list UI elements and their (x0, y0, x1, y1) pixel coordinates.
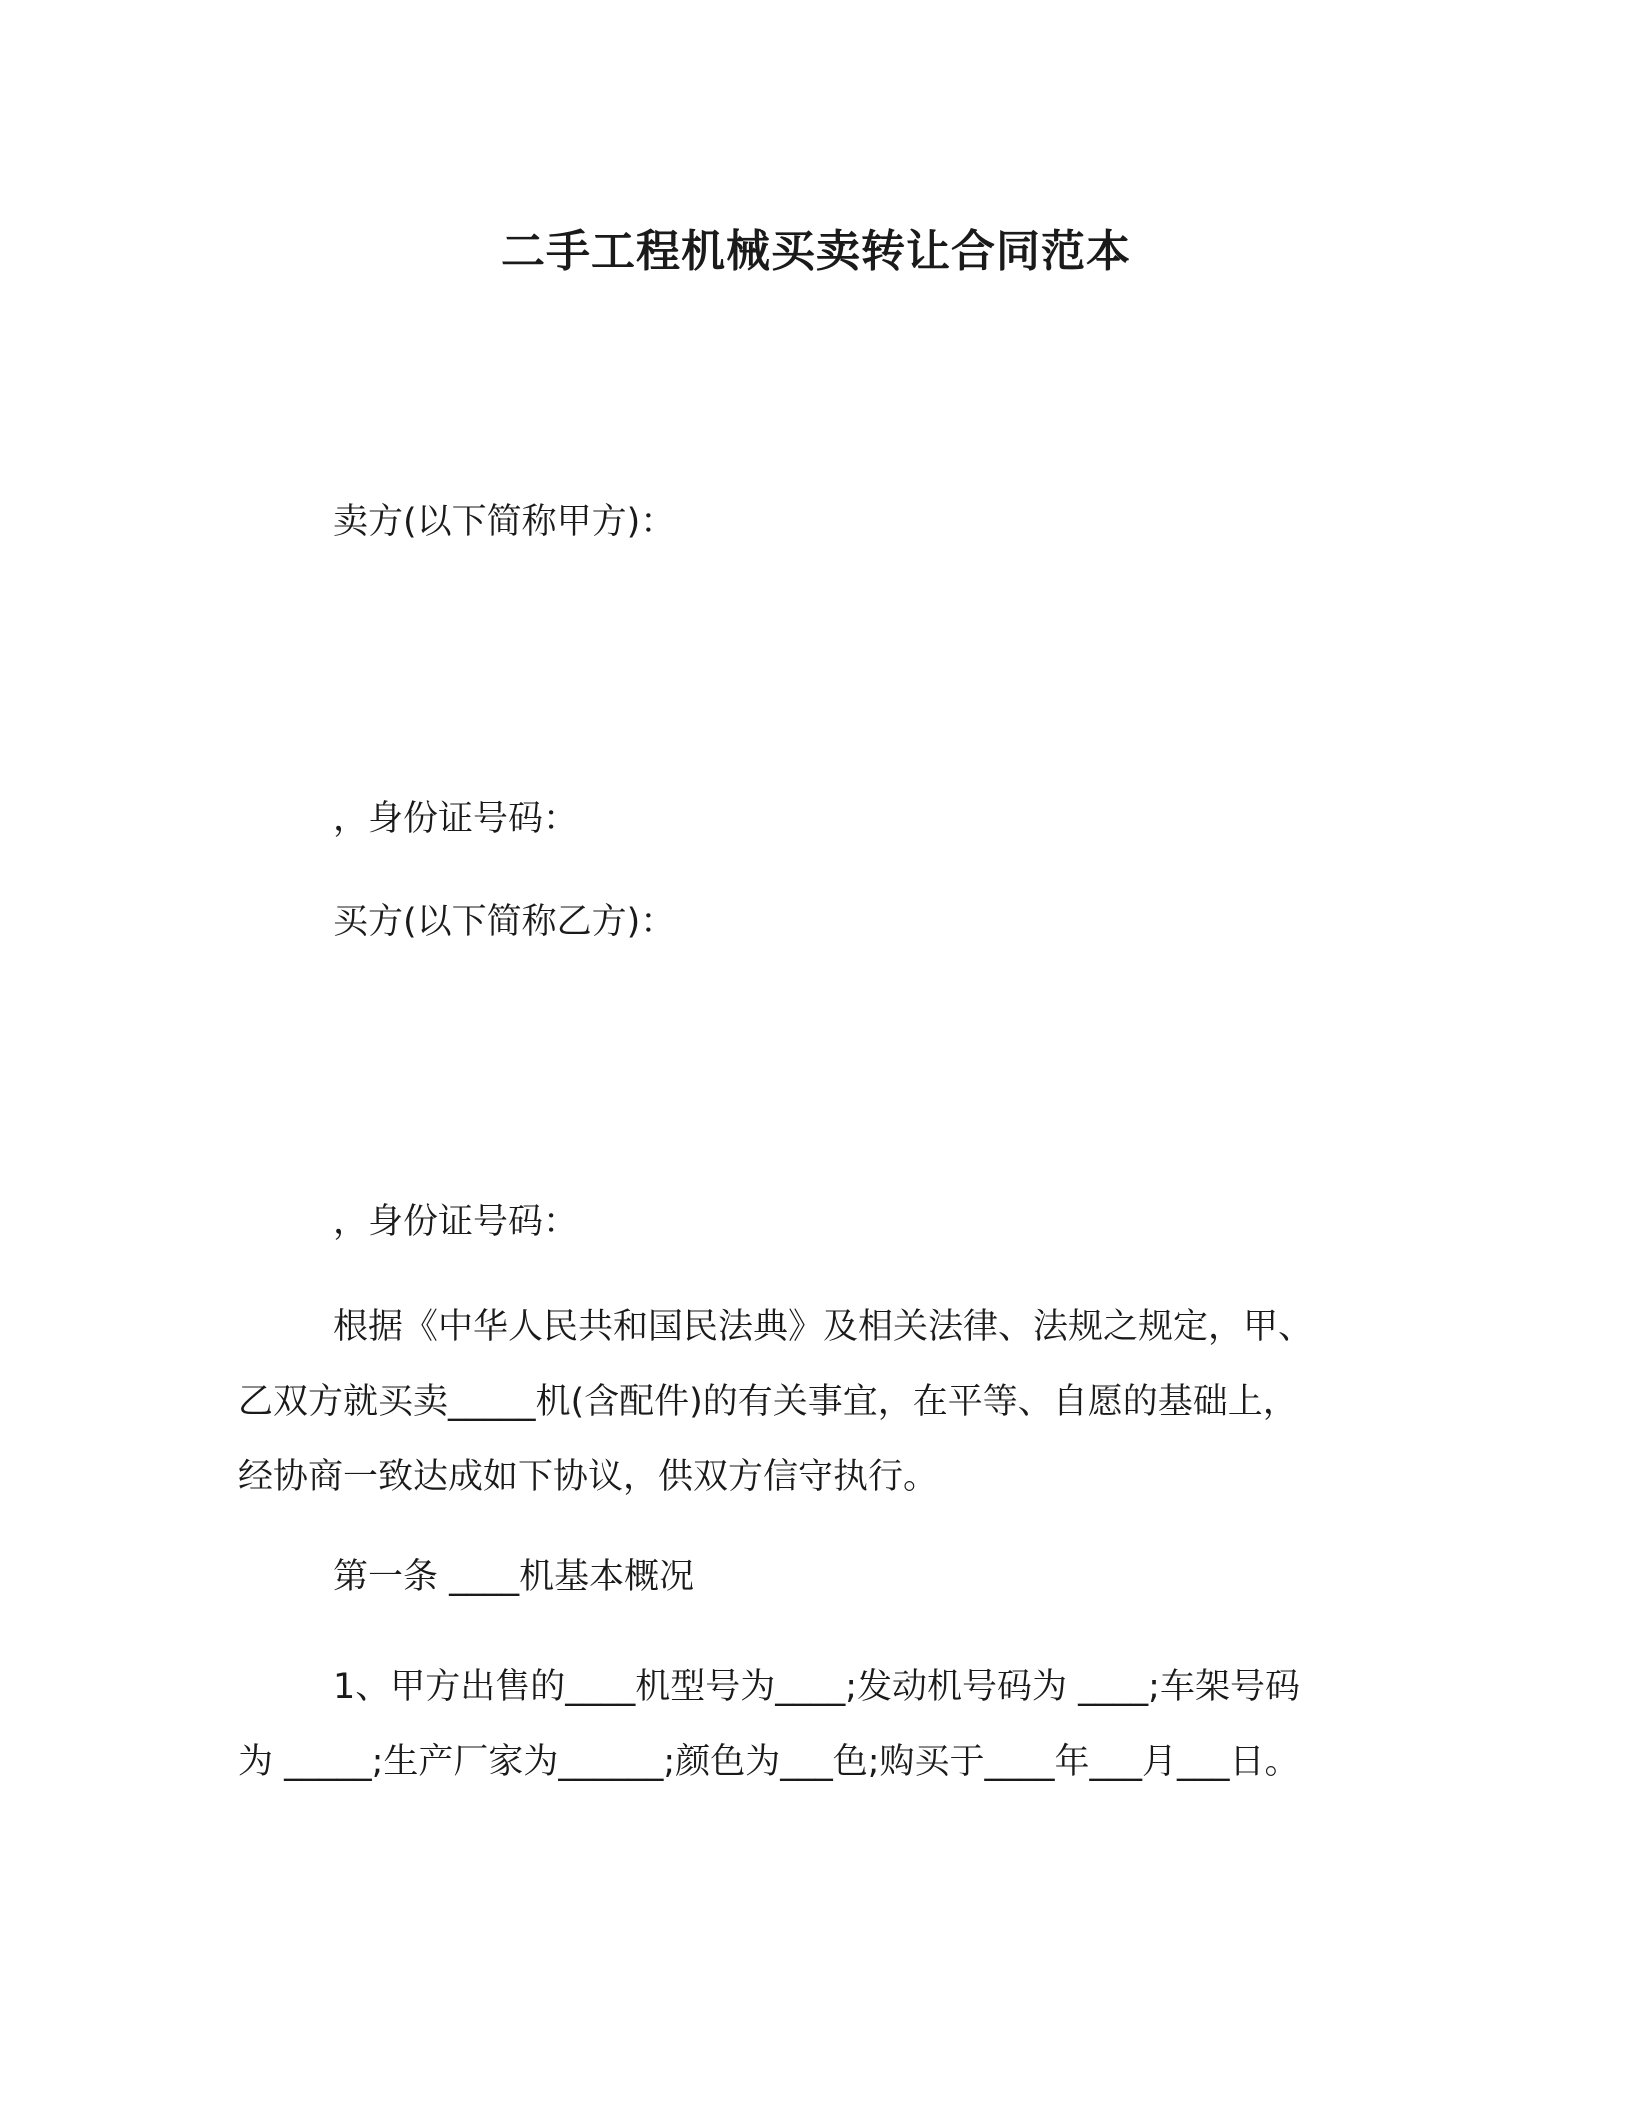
document-title: 二手工程机械买卖转让合同范本 (501, 226, 1131, 277)
preamble-line: 乙双方就买卖_____机(含配件)的有关事宜，在平等、自愿的基础上， (238, 1382, 1298, 1422)
article-1-item-1-line: 为 _____;生产厂家为______;颜色为___色;购买于____年___月___日。 (238, 1742, 1300, 1782)
buyer-label: 买方(以下简称乙方)： (333, 902, 676, 942)
preamble-line: 经协商一致达成如下协议，供双方信守执行。 (238, 1457, 939, 1497)
seller-id-label: ，身份证号码： (333, 799, 579, 839)
seller-label: 卖方(以下简称甲方)： (333, 502, 676, 542)
article-1-item-1-line: 1、甲方出售的____机型号为____;发动机号码为 ____;车架号码 (333, 1667, 1300, 1707)
preamble-line: 根据《中华人民共和国民法典》及相关法律、法规之规定，甲、 (333, 1307, 1314, 1347)
buyer-id-label: ，身份证号码： (333, 1202, 579, 1242)
article-1-heading: 第一条 ____机基本概况 (333, 1557, 695, 1597)
